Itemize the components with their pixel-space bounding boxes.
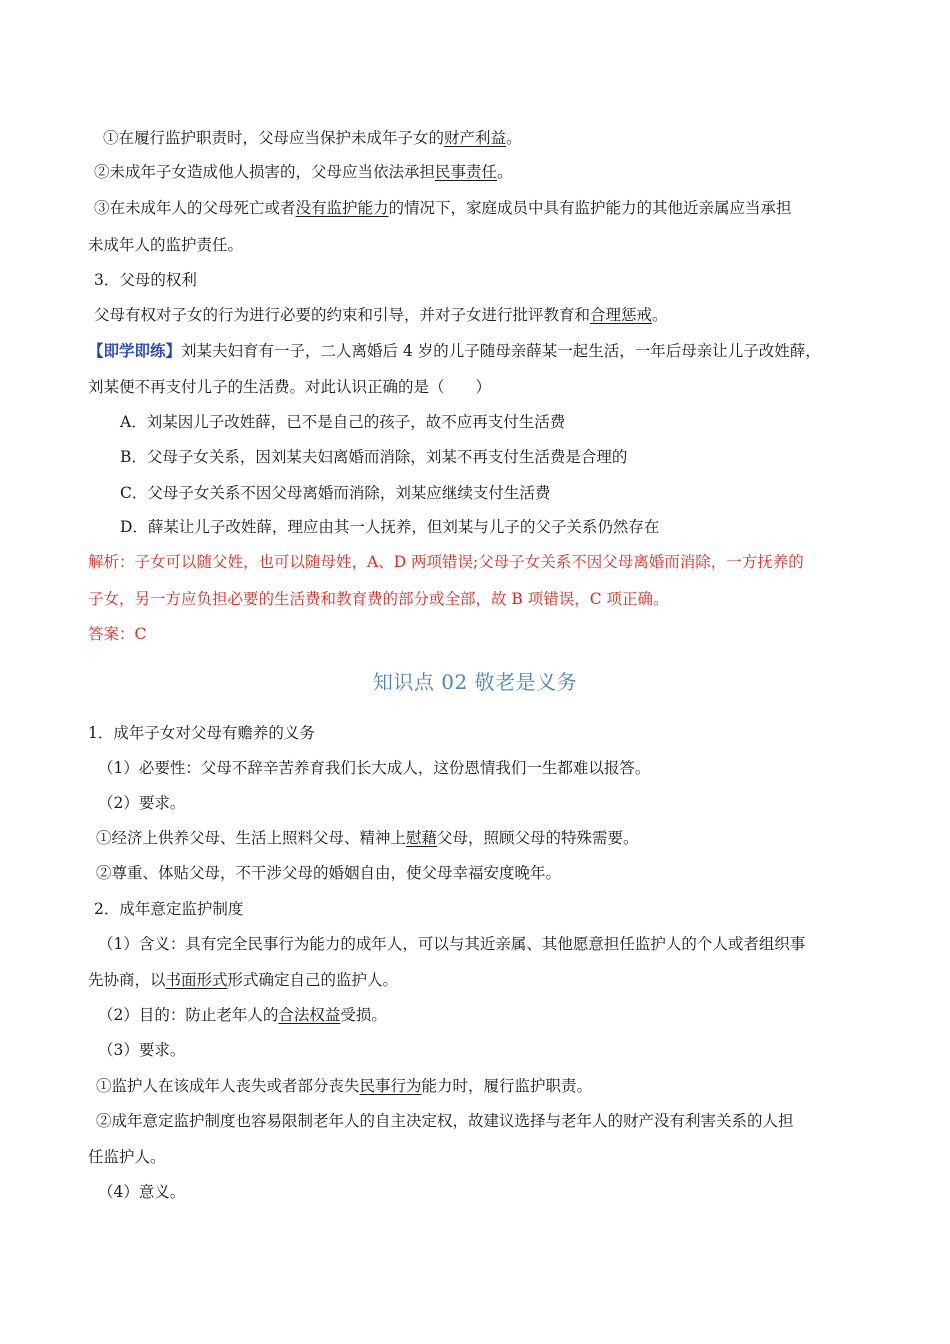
guardianship-meaning-line1: （1）含义：具有完全民事行为能力的成年人，可以与其近亲属、其他愿意担任监护人的个人或者组织事 [98, 935, 806, 953]
guardianship-req-1: ①监护人在该成年人丧失或者部分丧失民事行为能力时，履行监护职责。 [96, 1077, 593, 1095]
section-heading: 知识点 02 敬老是义务 [372, 670, 578, 694]
exercise-tag: 【即学即练】 [88, 341, 182, 360]
analysis-line2: 子女，另一方应负担必要的生活费和教育费的部分或全部，故 B 项错误，C 项正确。 [88, 590, 669, 608]
support-title: 1．成年子女对父母有赡养的义务 [88, 724, 315, 742]
underlined-term: 民事行为 [359, 1077, 422, 1095]
underlined-term: 书面形式 [165, 971, 228, 989]
guardianship-meaning-line2: 先协商，以书面形式形式确定自己的监护人。 [88, 971, 399, 989]
underlined-term: 慰藉 [406, 829, 438, 847]
item-guardianship-line2: 未成年人的监护责任。 [88, 236, 244, 254]
rights-title: 3．父母的权利 [94, 271, 197, 289]
option-a: A．刘某因儿子改姓薛，已不是自己的孩子，故不应再支付生活费 [120, 413, 566, 431]
underlined-term: 合法权益 [278, 1006, 341, 1024]
support-necessity: （1）必要性：父母不辞辛苦养育我们长大成人，这份恩情我们一生都难以报答。 [98, 759, 651, 777]
analysis-line1: 解析：子女可以随父姓，也可以随母姓，A、D 两项错误;父母子女关系不因父母离婚而消除，一方抚养的 [88, 553, 804, 571]
rights-text: 父母有权对子女的行为进行必要的约束和引导，并对子女进行批评教育和合理惩戒。 [94, 306, 668, 324]
item-guardianship-line1: ③在未成年人的父母死亡或者没有监护能力的情况下，家庭成员中具有监护能力的其他近亲属应当承担 [94, 199, 792, 217]
support-req-2: ②尊重、体贴父母，不干涉父母的婚姻自由，使父母幸福安度晚年。 [96, 864, 562, 882]
guardianship-purpose: （2）目的：防止老年人的合法权益受损。 [98, 1006, 387, 1024]
option-c: C．父母子女关系不因父母离婚而消除，刘某应继续支付生活费 [120, 484, 551, 502]
support-requirements-title: （2）要求。 [98, 794, 186, 812]
underlined-term: 民事责任 [435, 163, 498, 181]
exercise-stem-line2: 刘某便不再支付儿子的生活费。对此认识正确的是（ ） [88, 378, 492, 396]
item-property-interest: ①在履行监护职责时，父母应当保护未成年子女的财产利益。 [103, 129, 522, 147]
guardianship-title: 2．成年意定监护制度 [94, 900, 244, 918]
option-d: D．薛某让儿子改姓薛，理应由其一人抚养，但刘某与儿子的父子关系仍然存在 [120, 518, 660, 536]
option-b: B．父母子女关系，因刘某夫妇离婚而消除，刘某不再支付生活费是合理的 [120, 448, 628, 466]
item-civil-liability: ②未成年子女造成他人损害的，父母应当依法承担民事责任。 [94, 163, 513, 181]
guardianship-req-2-line1: ②成年意定监护制度也容易限制老年人的自主决定权，故建议选择与老年人的财产没有利害关系的人担 [96, 1112, 794, 1130]
guardianship-significance: （4）意义。 [98, 1183, 186, 1201]
support-req-1: ①经济上供养父母、生活上照料父母、精神上慰藉父母，照顾父母的特殊需要。 [96, 829, 639, 847]
guardianship-req-2-line2: 任监护人。 [88, 1148, 166, 1166]
underlined-term: 合理惩戒 [590, 306, 653, 324]
guardianship-requirements-title: （3）要求。 [98, 1041, 186, 1059]
answer: 答案：C [88, 625, 147, 643]
underlined-term: 财产利益 [444, 129, 507, 147]
exercise-stem-line1: 【即学即练】刘某夫妇育有一子，二人离婚后 4 岁的儿子随母亲薛某一起生活，一年后母亲让儿子改姓薛， [88, 341, 821, 360]
underlined-term: 没有监护能力 [295, 199, 389, 217]
